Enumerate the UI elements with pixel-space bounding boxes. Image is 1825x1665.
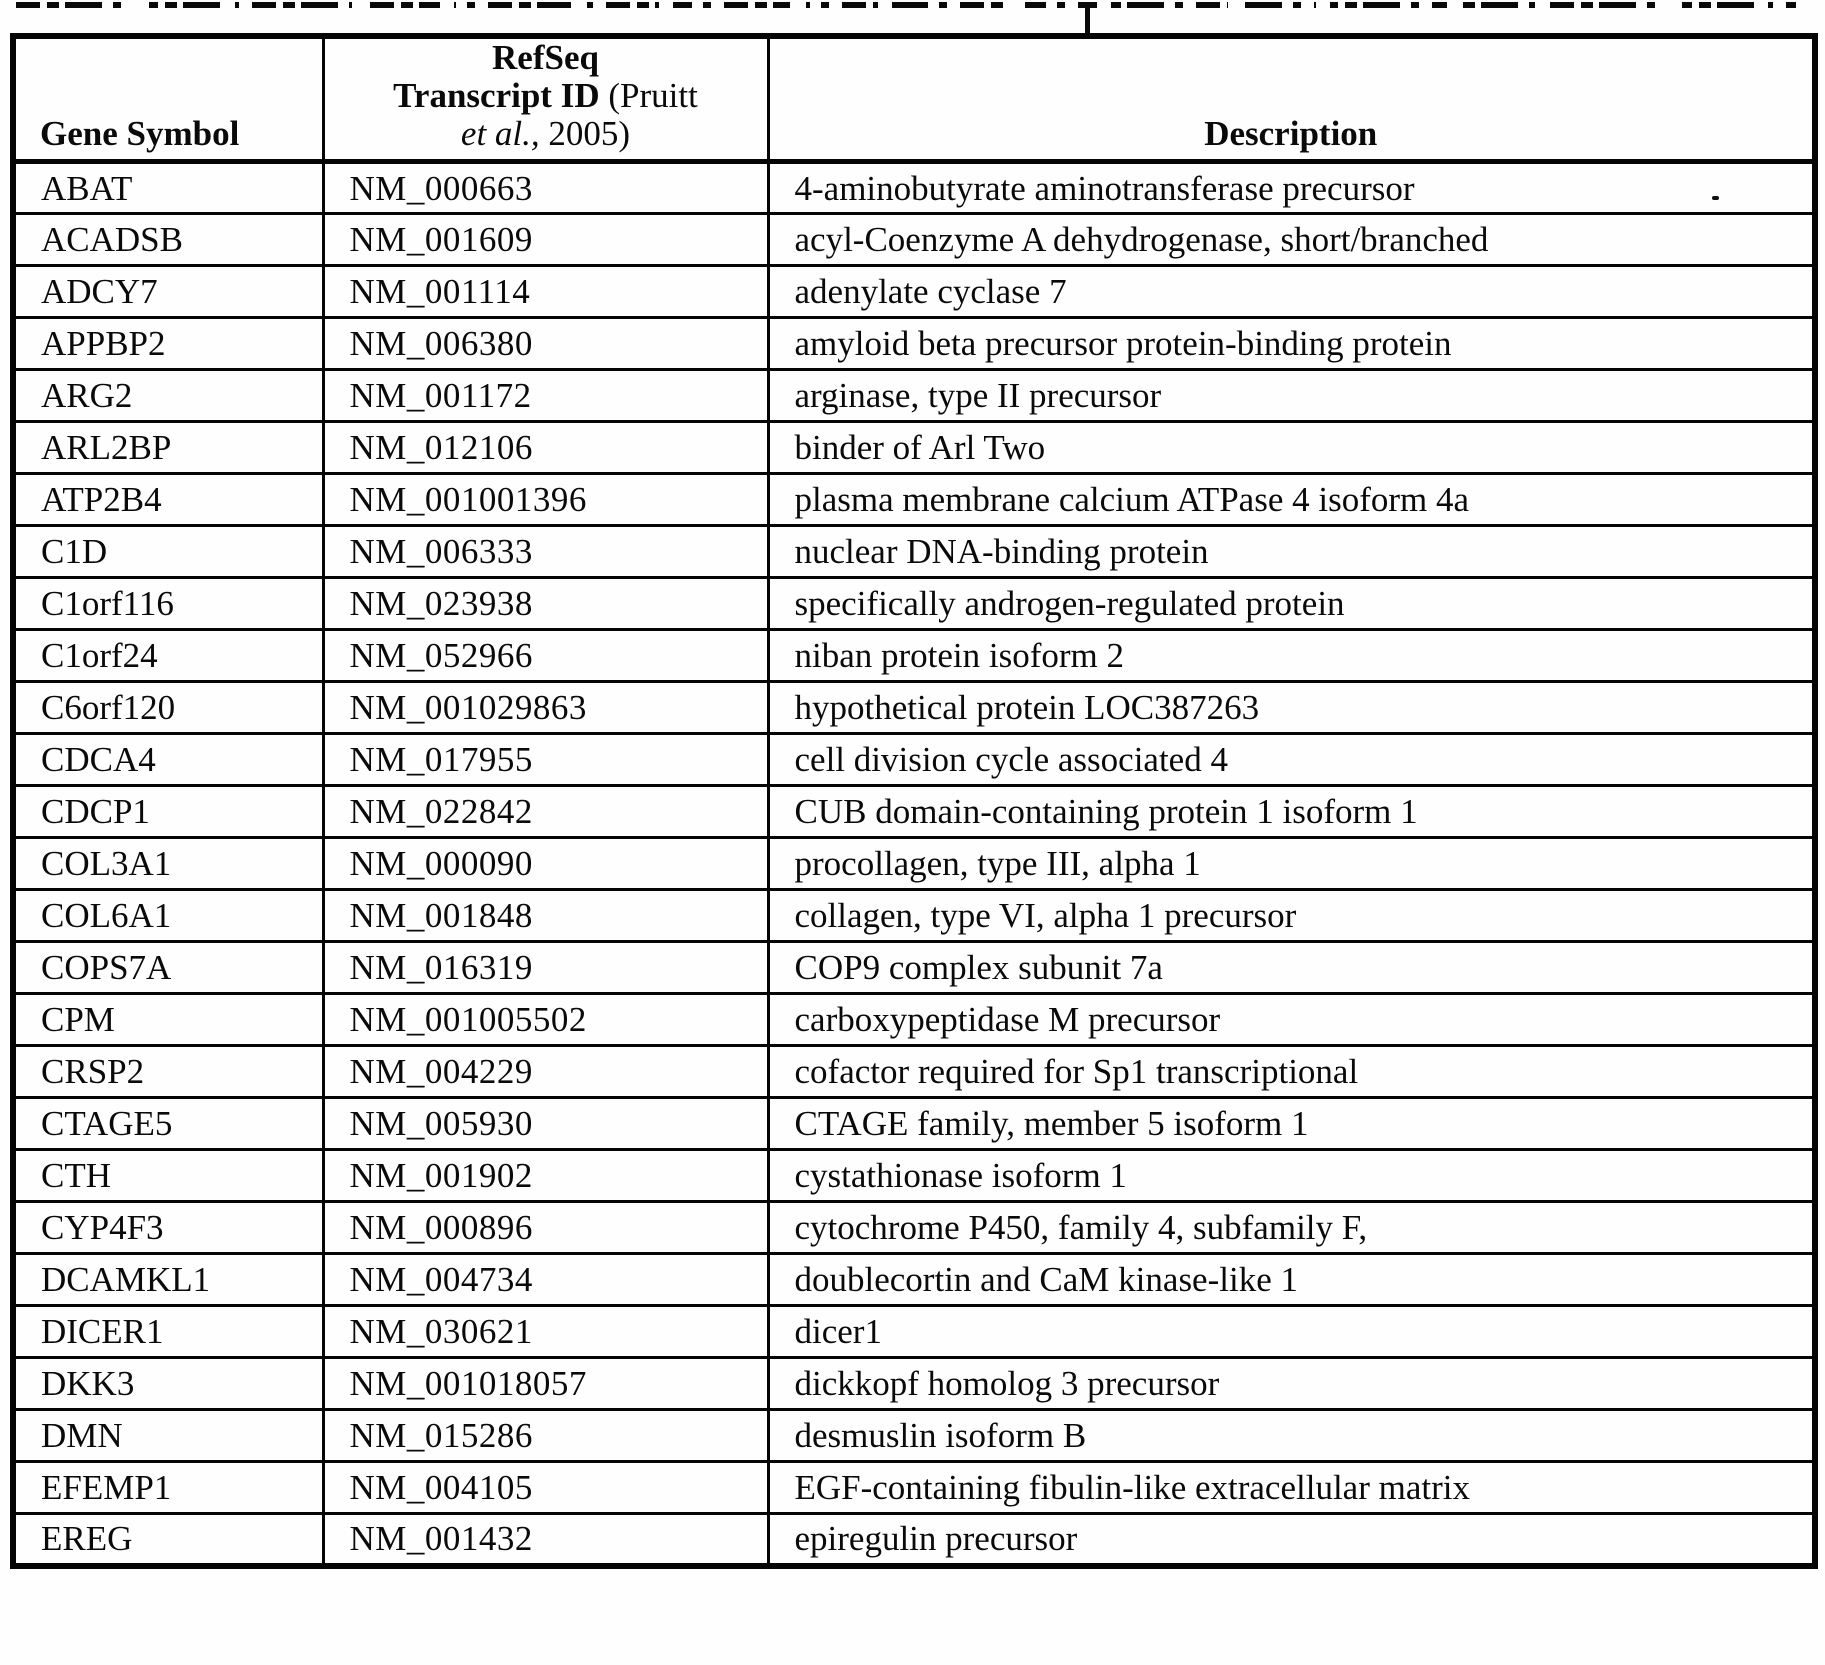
description-cell bbox=[768, 734, 1815, 786]
description-cell bbox=[768, 318, 1815, 370]
refseq-id: NM_001018057 bbox=[349, 1364, 587, 1403]
description: cofactor required for Sp1 transcriptional bbox=[794, 1052, 1359, 1091]
description: arginase, type II precursor bbox=[794, 376, 1162, 415]
description-cell bbox=[768, 214, 1815, 266]
description-cell bbox=[768, 838, 1815, 890]
table-row bbox=[13, 266, 1815, 318]
refseq-cell bbox=[323, 890, 768, 942]
gene-symbol: EREG bbox=[41, 1519, 133, 1559]
refseq-cell bbox=[323, 1462, 768, 1514]
gene-symbol-cell bbox=[13, 1150, 323, 1202]
etal-label: et al., bbox=[460, 114, 540, 153]
description-cell bbox=[768, 1254, 1815, 1306]
gene-symbol-cell bbox=[13, 422, 323, 474]
header-refseq-line1 bbox=[325, 39, 767, 77]
scan-artifact-line bbox=[1085, 4, 1090, 36]
gene-symbol: APPBP2 bbox=[41, 324, 166, 363]
table-row bbox=[13, 1462, 1815, 1514]
gene-symbol-cell bbox=[13, 370, 323, 422]
gene-symbol: DKK3 bbox=[41, 1364, 135, 1403]
table-row bbox=[13, 474, 1815, 526]
refseq-cell bbox=[323, 1410, 768, 1462]
header-row bbox=[13, 36, 1815, 162]
refseq-cell bbox=[323, 1098, 768, 1150]
gene-symbol: COL6A1 bbox=[41, 896, 172, 935]
description-cell bbox=[768, 1514, 1815, 1566]
gene-symbol: EFEMP1 bbox=[41, 1468, 172, 1507]
refseq-cell bbox=[323, 1254, 768, 1306]
refseq-id: NM_004734 bbox=[349, 1260, 533, 1299]
gene-symbol-cell bbox=[13, 890, 323, 942]
table-row bbox=[13, 1254, 1815, 1306]
gene-symbol: CRSP2 bbox=[41, 1052, 145, 1091]
refseq-id: NM_000663 bbox=[349, 168, 533, 208]
refseq-cell bbox=[323, 1306, 768, 1358]
description-cell bbox=[768, 370, 1815, 422]
table-row bbox=[13, 1514, 1815, 1566]
refseq-cell bbox=[323, 1358, 768, 1410]
gene-symbol-cell bbox=[13, 578, 323, 630]
gene-symbol-cell bbox=[13, 1046, 323, 1098]
gene-symbol-cell bbox=[13, 526, 323, 578]
gene-symbol: C1D bbox=[41, 532, 108, 571]
gene-symbol-cell bbox=[13, 1098, 323, 1150]
description: plasma membrane calcium ATPase 4 isoform 4a bbox=[794, 480, 1470, 519]
gene-table-container bbox=[10, 33, 1818, 1569]
description-cell bbox=[768, 890, 1815, 942]
refseq-id: NM_001432 bbox=[349, 1519, 533, 1559]
refseq-id: NM_001848 bbox=[349, 896, 533, 935]
citation-year: 2005) bbox=[548, 114, 631, 153]
gene-symbol-cell bbox=[13, 682, 323, 734]
table-row bbox=[13, 214, 1815, 266]
description-cell bbox=[768, 474, 1815, 526]
gene-symbol-cell bbox=[13, 266, 323, 318]
gene-table bbox=[10, 33, 1818, 1569]
table-row bbox=[13, 370, 1815, 422]
description-cell bbox=[768, 162, 1815, 214]
gene-symbol: C1orf116 bbox=[41, 584, 174, 623]
pruitt-citation-open: (Pruitt bbox=[608, 76, 698, 115]
gene-symbol: CTH bbox=[41, 1156, 111, 1195]
refseq-cell bbox=[323, 214, 768, 266]
table-row bbox=[13, 526, 1815, 578]
gene-symbol-cell bbox=[13, 1306, 323, 1358]
table-row bbox=[13, 1098, 1815, 1150]
description: cystathionase isoform 1 bbox=[794, 1156, 1127, 1195]
description: niban protein isoform 2 bbox=[794, 636, 1125, 675]
refseq-id: NM_001902 bbox=[349, 1156, 533, 1195]
refseq-id: NM_022842 bbox=[349, 792, 533, 831]
clipped-text-line bbox=[16, 0, 1796, 10]
refseq-id: NM_001609 bbox=[349, 220, 533, 259]
description: dicer1 bbox=[794, 1312, 882, 1351]
refseq-cell bbox=[323, 942, 768, 994]
gene-symbol-cell bbox=[13, 162, 323, 214]
transcript-id-label: Transcript ID bbox=[393, 76, 600, 115]
refseq-id: NM_006333 bbox=[349, 532, 533, 571]
refseq-cell bbox=[323, 162, 768, 214]
description: hypothetical protein LOC387263 bbox=[794, 688, 1260, 727]
refseq-cell bbox=[323, 370, 768, 422]
description-cell bbox=[768, 526, 1815, 578]
description: cell division cycle associated 4 bbox=[794, 740, 1228, 779]
description: nuclear DNA-binding protein bbox=[794, 532, 1209, 571]
refseq-id: NM_016319 bbox=[349, 948, 533, 987]
description-cell bbox=[768, 578, 1815, 630]
table-row bbox=[13, 942, 1815, 994]
description-cell bbox=[768, 422, 1815, 474]
table-row bbox=[13, 838, 1815, 890]
refseq-cell bbox=[323, 1150, 768, 1202]
refseq-id: NM_015286 bbox=[349, 1416, 533, 1455]
description-cell bbox=[768, 1046, 1815, 1098]
description-cell bbox=[768, 266, 1815, 318]
gene-symbol: CPM bbox=[41, 1000, 115, 1039]
description-cell bbox=[768, 786, 1815, 838]
refseq-id: NM_004105 bbox=[349, 1468, 533, 1507]
gene-symbol-cell bbox=[13, 214, 323, 266]
gene-symbol-cell bbox=[13, 474, 323, 526]
gene-symbol-cell bbox=[13, 942, 323, 994]
description: specifically androgen-regulated protein bbox=[794, 584, 1345, 623]
header-gene-symbol: Gene Symbol bbox=[13, 36, 323, 162]
table-row bbox=[13, 630, 1815, 682]
gene-symbol-cell bbox=[13, 1514, 323, 1566]
refseq-cell bbox=[323, 1046, 768, 1098]
refseq-id: NM_001029863 bbox=[349, 688, 587, 727]
gene-symbol-cell bbox=[13, 838, 323, 890]
table-header bbox=[13, 36, 1815, 162]
table-row bbox=[13, 1150, 1815, 1202]
refseq-id: NM_005930 bbox=[349, 1104, 533, 1143]
gene-symbol: CDCP1 bbox=[41, 792, 150, 831]
description: collagen, type VI, alpha 1 precursor bbox=[794, 896, 1297, 935]
table-row bbox=[13, 1202, 1815, 1254]
gene-symbol: ABAT bbox=[41, 168, 133, 208]
table-row bbox=[13, 162, 1815, 214]
description-cell bbox=[768, 682, 1815, 734]
refseq-id: NM_023938 bbox=[349, 584, 533, 623]
gene-symbol: DMN bbox=[41, 1416, 123, 1455]
description: COP9 complex subunit 7a bbox=[794, 948, 1163, 987]
refseq-id: NM_006380 bbox=[349, 324, 533, 363]
refseq-id: NM_000090 bbox=[349, 844, 533, 883]
refseq-cell bbox=[323, 266, 768, 318]
refseq-cell bbox=[323, 318, 768, 370]
refseq-cell bbox=[323, 526, 768, 578]
refseq-cell bbox=[323, 474, 768, 526]
description: carboxypeptidase M precursor bbox=[794, 1000, 1221, 1039]
description-cell bbox=[768, 1150, 1815, 1202]
header-description: Description bbox=[768, 36, 1815, 162]
gene-symbol: CDCA4 bbox=[41, 740, 156, 779]
header-refseq-line3 bbox=[325, 115, 767, 153]
refseq-id: NM_017955 bbox=[349, 740, 533, 779]
refseq-id: NM_001172 bbox=[349, 376, 532, 415]
refseq-cell bbox=[323, 630, 768, 682]
gene-symbol: ARG2 bbox=[41, 376, 133, 415]
description: adenylate cyclase 7 bbox=[794, 272, 1067, 311]
table-row bbox=[13, 1046, 1815, 1098]
description-cell bbox=[768, 1202, 1815, 1254]
header-refseq bbox=[323, 36, 768, 162]
description: procollagen, type III, alpha 1 bbox=[794, 844, 1201, 883]
refseq-id: NM_001001396 bbox=[349, 480, 587, 519]
refseq-id: NM_030621 bbox=[349, 1312, 533, 1351]
gene-symbol-cell bbox=[13, 734, 323, 786]
description-cell bbox=[768, 1098, 1815, 1150]
refseq-id: NM_052966 bbox=[349, 636, 533, 675]
description: CUB domain-containing protein 1 isoform 1 bbox=[794, 792, 1418, 831]
refseq-id: NM_001005502 bbox=[349, 1000, 587, 1039]
gene-symbol: ADCY7 bbox=[41, 272, 158, 311]
gene-symbol: C1orf24 bbox=[41, 636, 158, 675]
gene-symbol: CYP4F3 bbox=[41, 1208, 164, 1247]
description-cell bbox=[768, 1410, 1815, 1462]
refseq-id: NM_012106 bbox=[349, 428, 533, 467]
description: acyl-Coenzyme A dehydrogenase, short/branched bbox=[794, 220, 1489, 259]
refseq-id: NM_000896 bbox=[349, 1208, 533, 1247]
table-row bbox=[13, 994, 1815, 1046]
description: 4-aminobutyrate aminotransferase precursor bbox=[794, 168, 1415, 208]
description-cell bbox=[768, 994, 1815, 1046]
table-row bbox=[13, 1306, 1815, 1358]
description-cell bbox=[768, 942, 1815, 994]
refseq-cell bbox=[323, 1202, 768, 1254]
gene-symbol: COPS7A bbox=[41, 948, 172, 987]
gene-symbol-cell bbox=[13, 1410, 323, 1462]
table-row bbox=[13, 890, 1815, 942]
gene-symbol-cell bbox=[13, 318, 323, 370]
refseq-cell bbox=[323, 578, 768, 630]
gene-symbol: COL3A1 bbox=[41, 844, 172, 883]
refseq-id: NM_001114 bbox=[349, 272, 531, 311]
gene-symbol: DICER1 bbox=[41, 1312, 164, 1351]
gene-symbol: C6orf120 bbox=[41, 688, 176, 727]
description: desmuslin isoform B bbox=[794, 1416, 1087, 1455]
refseq-cell bbox=[323, 1514, 768, 1566]
table-row bbox=[13, 1358, 1815, 1410]
gene-symbol: CTAGE5 bbox=[41, 1104, 173, 1143]
refseq-id: NM_004229 bbox=[349, 1052, 533, 1091]
description: binder of Arl Two bbox=[794, 428, 1046, 467]
description: cytochrome P450, family 4, subfamily F, bbox=[794, 1208, 1368, 1247]
gene-symbol: ACADSB bbox=[41, 220, 183, 259]
refseq-cell bbox=[323, 786, 768, 838]
gene-symbol-cell bbox=[13, 1462, 323, 1514]
description-cell bbox=[768, 630, 1815, 682]
refseq-cell bbox=[323, 838, 768, 890]
table-row bbox=[13, 578, 1815, 630]
gene-symbol: DCAMKL1 bbox=[41, 1260, 211, 1299]
refseq-cell bbox=[323, 682, 768, 734]
description-cell bbox=[768, 1358, 1815, 1410]
table-row bbox=[13, 786, 1815, 838]
gene-symbol-cell bbox=[13, 630, 323, 682]
table-row bbox=[13, 318, 1815, 370]
description-cell bbox=[768, 1462, 1815, 1514]
description: amyloid beta precursor protein-binding protein bbox=[794, 324, 1452, 363]
table-row bbox=[13, 682, 1815, 734]
gene-symbol-cell bbox=[13, 994, 323, 1046]
gene-symbol: ATP2B4 bbox=[41, 480, 162, 519]
table-row bbox=[13, 734, 1815, 786]
table-row bbox=[13, 1410, 1815, 1462]
refseq-cell bbox=[323, 422, 768, 474]
description: epiregulin precursor bbox=[794, 1519, 1078, 1559]
gene-symbol-cell bbox=[13, 1358, 323, 1410]
description: dickkopf homolog 3 precursor bbox=[794, 1364, 1220, 1403]
description: doublecortin and CaM kinase-like 1 bbox=[794, 1260, 1298, 1299]
gene-symbol-cell bbox=[13, 1202, 323, 1254]
gene-symbol: ARL2BP bbox=[41, 428, 172, 467]
header-refseq-line2 bbox=[325, 77, 767, 115]
table-row bbox=[13, 422, 1815, 474]
description: EGF-containing fibulin-like extracellular matrix bbox=[794, 1468, 1470, 1507]
refseq-label: RefSeq bbox=[492, 38, 599, 77]
refseq-cell bbox=[323, 734, 768, 786]
refseq-cell bbox=[323, 994, 768, 1046]
description: CTAGE family, member 5 isoform 1 bbox=[794, 1104, 1309, 1143]
gene-symbol-cell bbox=[13, 786, 323, 838]
table-body bbox=[13, 162, 1815, 1566]
description-cell bbox=[768, 1306, 1815, 1358]
gene-symbol-cell bbox=[13, 1254, 323, 1306]
